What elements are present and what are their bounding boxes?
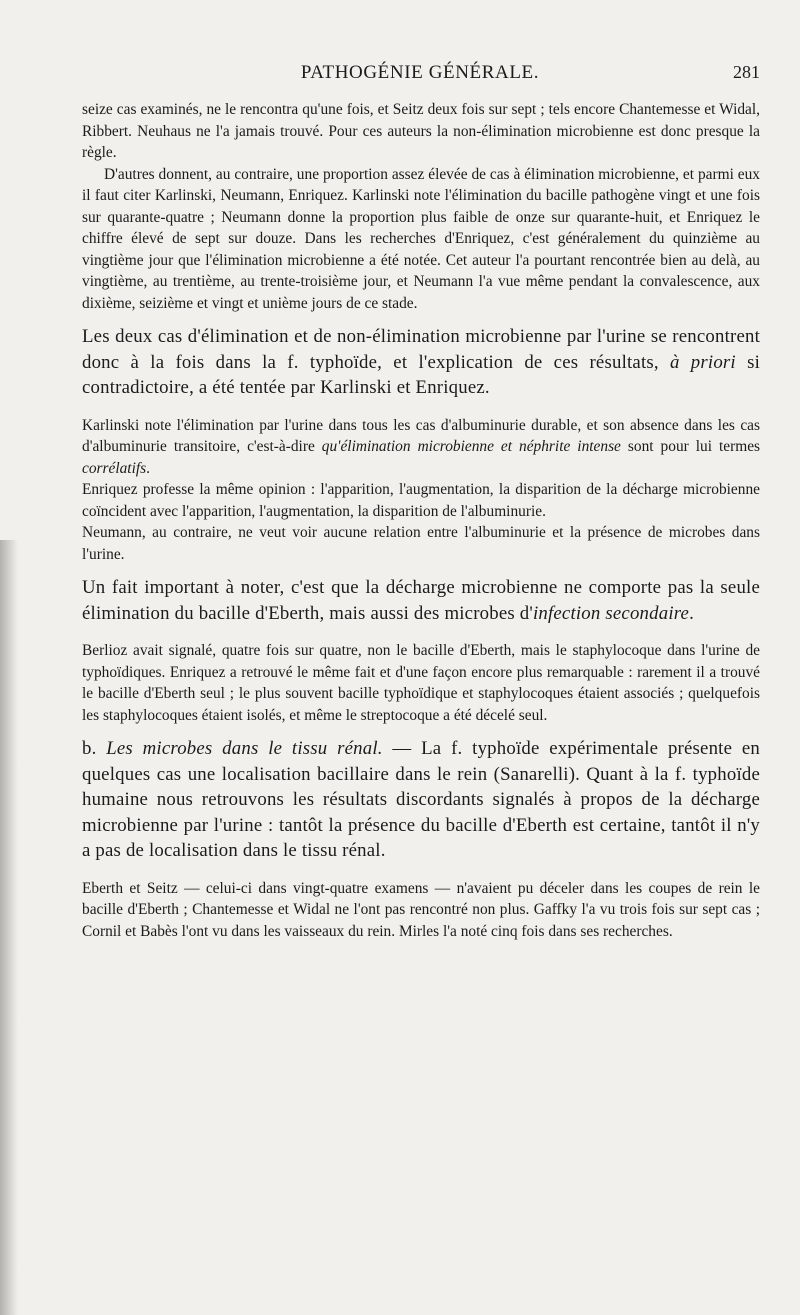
paragraph-7-emphasis: infection secondaire — [532, 602, 690, 624]
paragraph-9 — [82, 736, 760, 864]
section-title: Les microbes dans le tissu rénal. — [106, 738, 383, 759]
paragraph-4-text-end: . — [146, 459, 150, 477]
paragraph-1: seize cas examinés, ne le rencontra qu'une fois, et Seitz deux fois sur sept ; tels encore Chantemesse et Widal, Ribbert. Neuhaus ne l'a jamais trouvé. Pour ces auteurs la non-élimination microbienne est donc presque la règle. — [82, 101, 760, 161]
body-text — [82, 99, 760, 942]
paragraph-7 — [82, 575, 760, 626]
paragraph-10: Eberth et Seitz — celui-ci dans vingt-quatre examens — n'avaient pu déceler dans les coupes de rein le bacille d'Eberth ; Chantemesse et Widal ne l'ont pas rencontré non plus. Gaffky l'a vu trois fois sur sept cas ; Cornil et Babès l'ont vu dans les vaisseaux du rein. Mirles l'a noté cinq fois dans ses recherches. — [82, 879, 760, 940]
paragraph-4 — [82, 415, 760, 480]
paragraph-8: Berlioz avait signalé, quatre fois sur quatre, non le bacille d'Eberth, mais le staphylocoque dans l'urine de typhoïdiques. Enriquez a retrouvé le même fait et d'une façon encore plus remarquable : rarement il a trouvé le bacille d'Eberth seul ; le plus souvent bacille typhoïdique et staphylocoques étaient associés ; quelquefois les staphylocoques étaient isolés, et même le streptocoque a été décelé seul. — [82, 642, 760, 724]
page-number: 281 — [733, 62, 760, 82]
paragraph-4-emphasis: qu'élimination microbienne et néphrite intense — [321, 438, 621, 455]
scan-shadow-edge — [0, 540, 18, 1315]
paragraph-3-emphasis: à priori — [670, 351, 736, 373]
paragraph-3-text-end: si contradictoire, a été tentée par Karlinski et Enriquez. — [82, 351, 761, 398]
paragraph-2: D'autres donnent, au contraire, une proportion assez élevée de cas à élimination microbienne, et parmi eux il faut citer Karlinski, Neumann, Enriquez. Karlinski note l'élimination du bacille pathogène vingt et une fois sur quarante-quatre ; Neumann donne la proportion plus faible de onze sur quarante-huit, et Enriquez le chiffre élevé de sept sur douze. Dans les recherches d'Enriquez, c'est généralement du quinzième au vingtième jour que l'élimination microbienne a été notée. Cet auteur l'a pourtant rencontrée bien au delà, au vingtième, au trentième, au trente-troisième jour, et Neumann l'a vue même pendant la convalescence, aux dixième, seizième et vingt et unième jours de ce stade. — [82, 165, 760, 312]
running-head — [80, 60, 760, 90]
paragraph-9-text: — La f. typhoïde expérimentale présente en quelques cas une localisation bacillaire dans le rein (Sanarelli). Quant à la f. typhoïde humaine nous retrouvons les résultats discordants signalés à propos de la décharge microbienne par l'urine : tantôt la présence du bacille d'Eberth est certaine, tantôt il n'y a pas de localisation dans le tissu rénal. — [82, 738, 760, 861]
paragraph-4-text: Karlinski note l'élimination par l'urine dans tous les cas d'albuminurie durable, et son absence dans les cas d'albuminurie transitoire, c'est-à-dire — [82, 416, 760, 455]
paragraph-3-text: Les deux cas d'élimination et de non-élimination microbienne par l'urine se rencontrent donc à la fois dans la f. typhoïde, et l'explication de ces résultats, — [82, 326, 760, 373]
paragraph-3 — [82, 324, 760, 401]
paragraph-7-text-end: . — [689, 602, 694, 624]
paragraph-5: Enriquez professe la même opinion : l'apparition, l'augmentation, la disparition de la décharge microbienne coïncident avec l'apparition, l'augmentation, la disparition de l'albuminurie. — [82, 481, 760, 520]
running-title: PATHOGÉNIE GÉNÉRALE. — [300, 62, 540, 83]
section-label: b. — [82, 738, 107, 759]
paragraph-7-text: Un fait important à noter, c'est que la décharge microbienne ne comporte pas la seule élimination du bacille d'Eberth, mais aussi des microbes d' — [82, 577, 760, 624]
paragraph-6: Neumann, au contraire, ne veut voir aucune relation entre l'albuminurie et la présence de microbes dans l'urine. — [82, 524, 760, 563]
paragraph-4-emphasis-2: corrélatifs — [82, 459, 147, 477]
paragraph-4-text-mid: sont pour lui termes — [620, 438, 761, 455]
